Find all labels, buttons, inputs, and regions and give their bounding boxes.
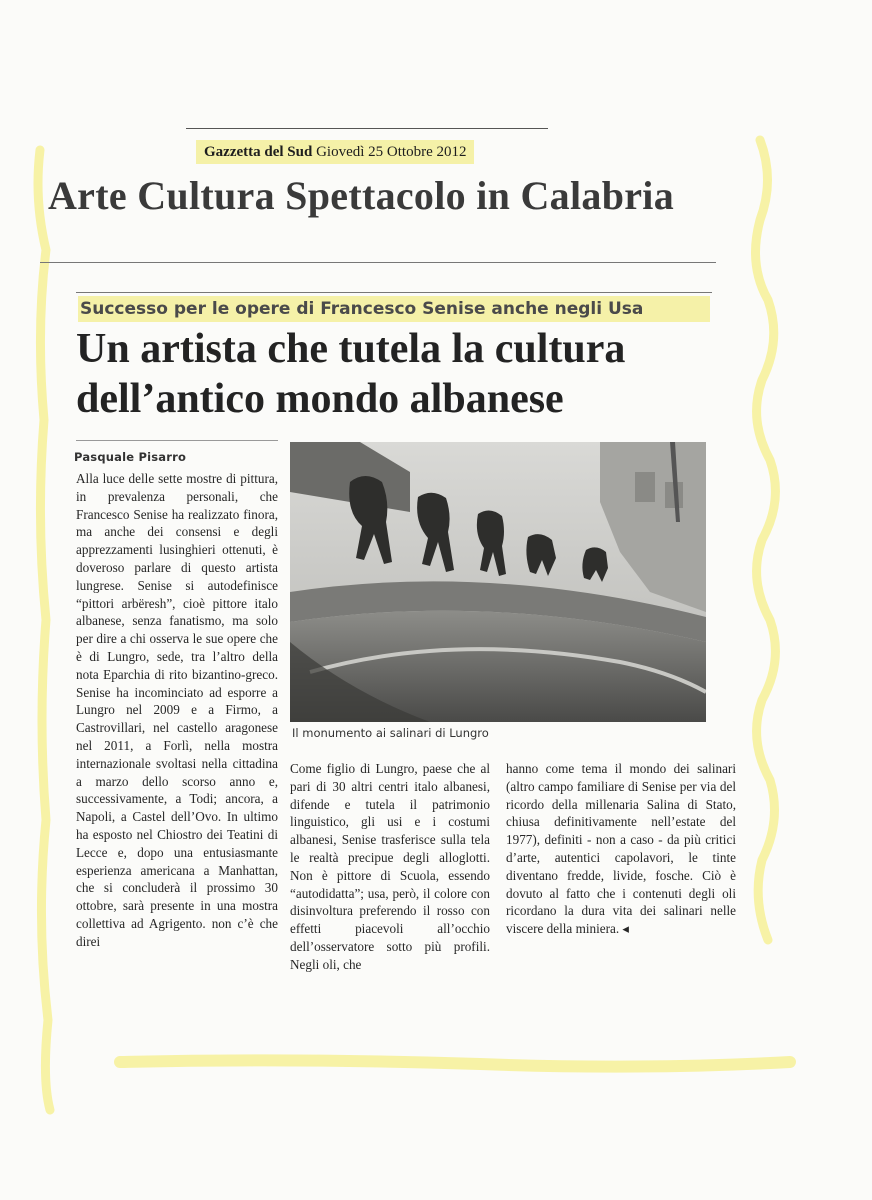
left-highlight-stroke: [38, 150, 50, 1110]
article-headline: [76, 324, 716, 424]
newspaper-name: Gazzetta del Sud: [204, 144, 313, 160]
section-title: Arte Cultura Spettacolo in Calabria: [48, 173, 675, 218]
byline-rule: [76, 440, 278, 441]
bottom-highlight-stroke: [120, 1060, 790, 1066]
article-column-1: Alla luce delle sette mostre di pittura, in prevalenza personali, che Francesco Senise ha realizzato finora, ma anche dei consensi e degli apprezzamenti lusinghieri ottenuti, è doveroso parlare di questo artista lungrese. Senise si autodefinisce “pittori arbëresh”, cioè pittore italo albanese, senza fanatismo, ma solo per dire a chi osserva le sue opere che è di Lungro, sede, tra l’altro della nota Eparchia di rito bizantino-greco. Senise ha incominciato ad esporre a Lungro nel 2009 e a Firmo, a Castrovillari, nel castello aragonese nel 2011, a Forlì, nella mostra internazionale svoltasi nella cittadina a marzo dello scorso anno e, successivamente, a Todi; ancora, a Napoli, a Castel dell’Ovo. In ultimo ha esposto nel Chiostro dei Teatini di Lecce e, dopo una entusiasmante esperienza americana a Manhattan, che si concluderà il prossimo 30 ottobre, sarà presente in una mostra collettiva ad Agrigento. non c’è che direi: [76, 471, 278, 949]
header-bottom-rule: [40, 262, 716, 263]
byline: Pasquale Pisarro: [74, 450, 187, 464]
masthead: [196, 140, 474, 164]
article-column-2: Come figlio di Lungro, paese che al pari di 30 altri centri italo albanesi, difende e tutela il patrimonio linguistico, gli usi e i costumi albanesi, Senise trasferisce sulla tela le realtà precipue degli alloglotti. Non è pittore di Scuola, essendo “autodidatta”; usa, però, il colore con disinvoltura preferendo il rosso con effetti piacevoli all’occhio dell’osservatore sotto più profili. Negli oli, che: [290, 761, 490, 972]
article-top-rule: [76, 292, 712, 293]
headline-line-2: dell’antico mondo albanese: [76, 376, 564, 422]
photo-caption: Il monumento ai salinari di Lungro: [292, 726, 489, 740]
publication-date: Giovedì 25 Ottobre 2012: [316, 144, 467, 160]
right-highlight-stroke: [756, 140, 776, 940]
article-kicker: Successo per le opere di Francesco Senise anche negli Usa: [78, 296, 710, 322]
headline-line-1: Un artista che tutela la cultura: [76, 326, 626, 372]
top-rule: [186, 128, 548, 129]
article-column-3: hanno come tema il mondo dei salinari (altro campo familiare di Senise per via del ricordo della millenaria Salina di Stato, chiusa definitivamente nell’estate del 1977), definiti - non a caso - da più critici d’arte, autentici capolavori, le tinte diventano fredde, livide, fosche. Ciò è dovuto al fatto che i contenuti degli oli ricordano la dura vita dei salinari nelle viscere della miniera. ◂: [506, 761, 736, 937]
article-photo: [290, 442, 706, 722]
photo-window: [635, 472, 655, 502]
